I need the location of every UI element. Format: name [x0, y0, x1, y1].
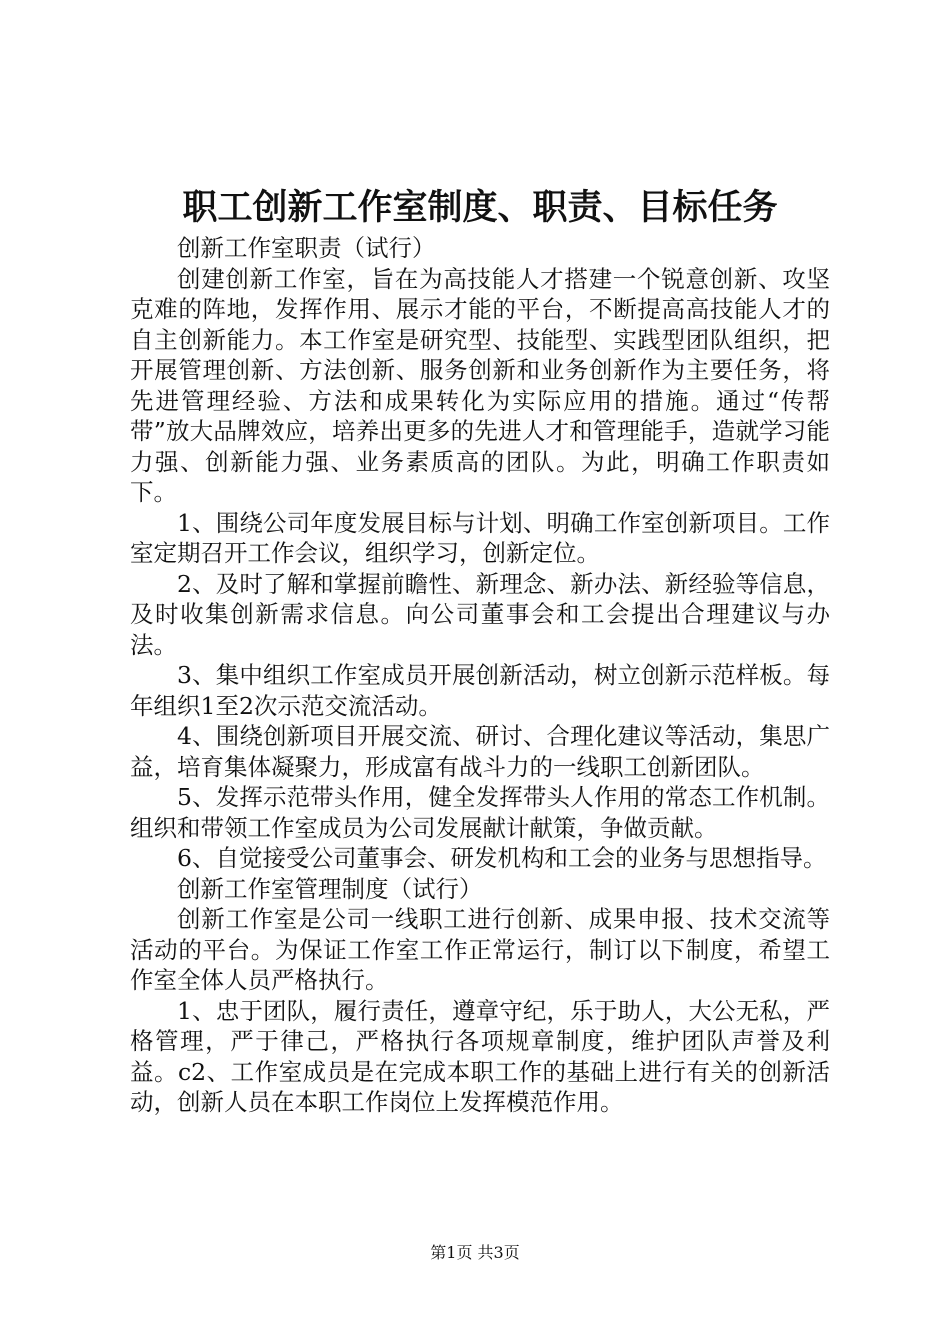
- duty-item-4: 4、围绕创新项目开展交流、研讨、合理化建议等活动，集思广益，培育集体凝聚力，形成富有战斗力的一线职工创新团队。: [130, 722, 830, 781]
- duty-item-2: 2、及时了解和掌握前瞻性、新理念、新办法、新经验等信息，及时收集创新需求信息。向公司董事会和工会提出合理建议与办法。: [130, 569, 830, 659]
- page-footer: 第1页 共3页: [430, 1243, 520, 1262]
- duty-item-5: 5、发挥示范带头作用，健全发挥带头人作用的常态工作机制。组织和带领工作室成员为公司发展献计献策，争做贡献。: [130, 783, 830, 842]
- duty-item-1: 1、围绕公司年度发展目标与计划、明确工作室创新项目。工作室定期召开工作会议，组织学习，创新定位。: [130, 508, 830, 567]
- duty-item-6: 6、自觉接受公司董事会、研发机构和工会的业务与思想指导。: [177, 844, 827, 872]
- section-heading-rules: 创新工作室管理制度（试行）: [177, 874, 483, 903]
- rule-item-1: 1、忠于团队，履行责任，遵章守纪，乐于助人，大公无私，严格管理，严于律己，严格执行各项规章制度，维护团队声誉及利益。c2、工作室成员是在完成本职工作的基础上进行有关的创新活动，创新人员在本职工作岗位上发挥模范作用。: [130, 996, 830, 1116]
- paragraph-intro: 创建创新工作室，旨在为高技能人才搭建一个锐意创新、攻坚克难的阵地，发挥作用、展示才能的平台，不断提高高技能人才的自主创新能力。本工作室是研究型、技能型、实践型团队组织，把开展管理创新、方法创新、服务创新和业务创新作为主要任务，将先进管理经验、方法和成果转化为实际应用的措施。通过“传帮带”放大品牌效应，培养出更多的先进人才和管理能手，造就学习能力强、创新能力强、业务素质高的团队。为此，明确工作职责如下。: [130, 264, 830, 506]
- document-title: 职工创新工作室制度、职责、目标任务: [182, 187, 778, 228]
- section-heading-duties: 创新工作室职责（试行）: [177, 234, 436, 262]
- paragraph-rules-intro: 创新工作室是公司一线职工进行创新、成果申报、技术交流等活动的平台。为保证工作室工作正常运行，制订以下制度，希望工作室全体人员严格执行。: [130, 905, 830, 994]
- document-body: [130, 233, 830, 1118]
- duty-item-3: 3、集中组织工作室成员开展创新活动，树立创新示范样板。每年组织1至2次示范交流活动。: [130, 661, 830, 720]
